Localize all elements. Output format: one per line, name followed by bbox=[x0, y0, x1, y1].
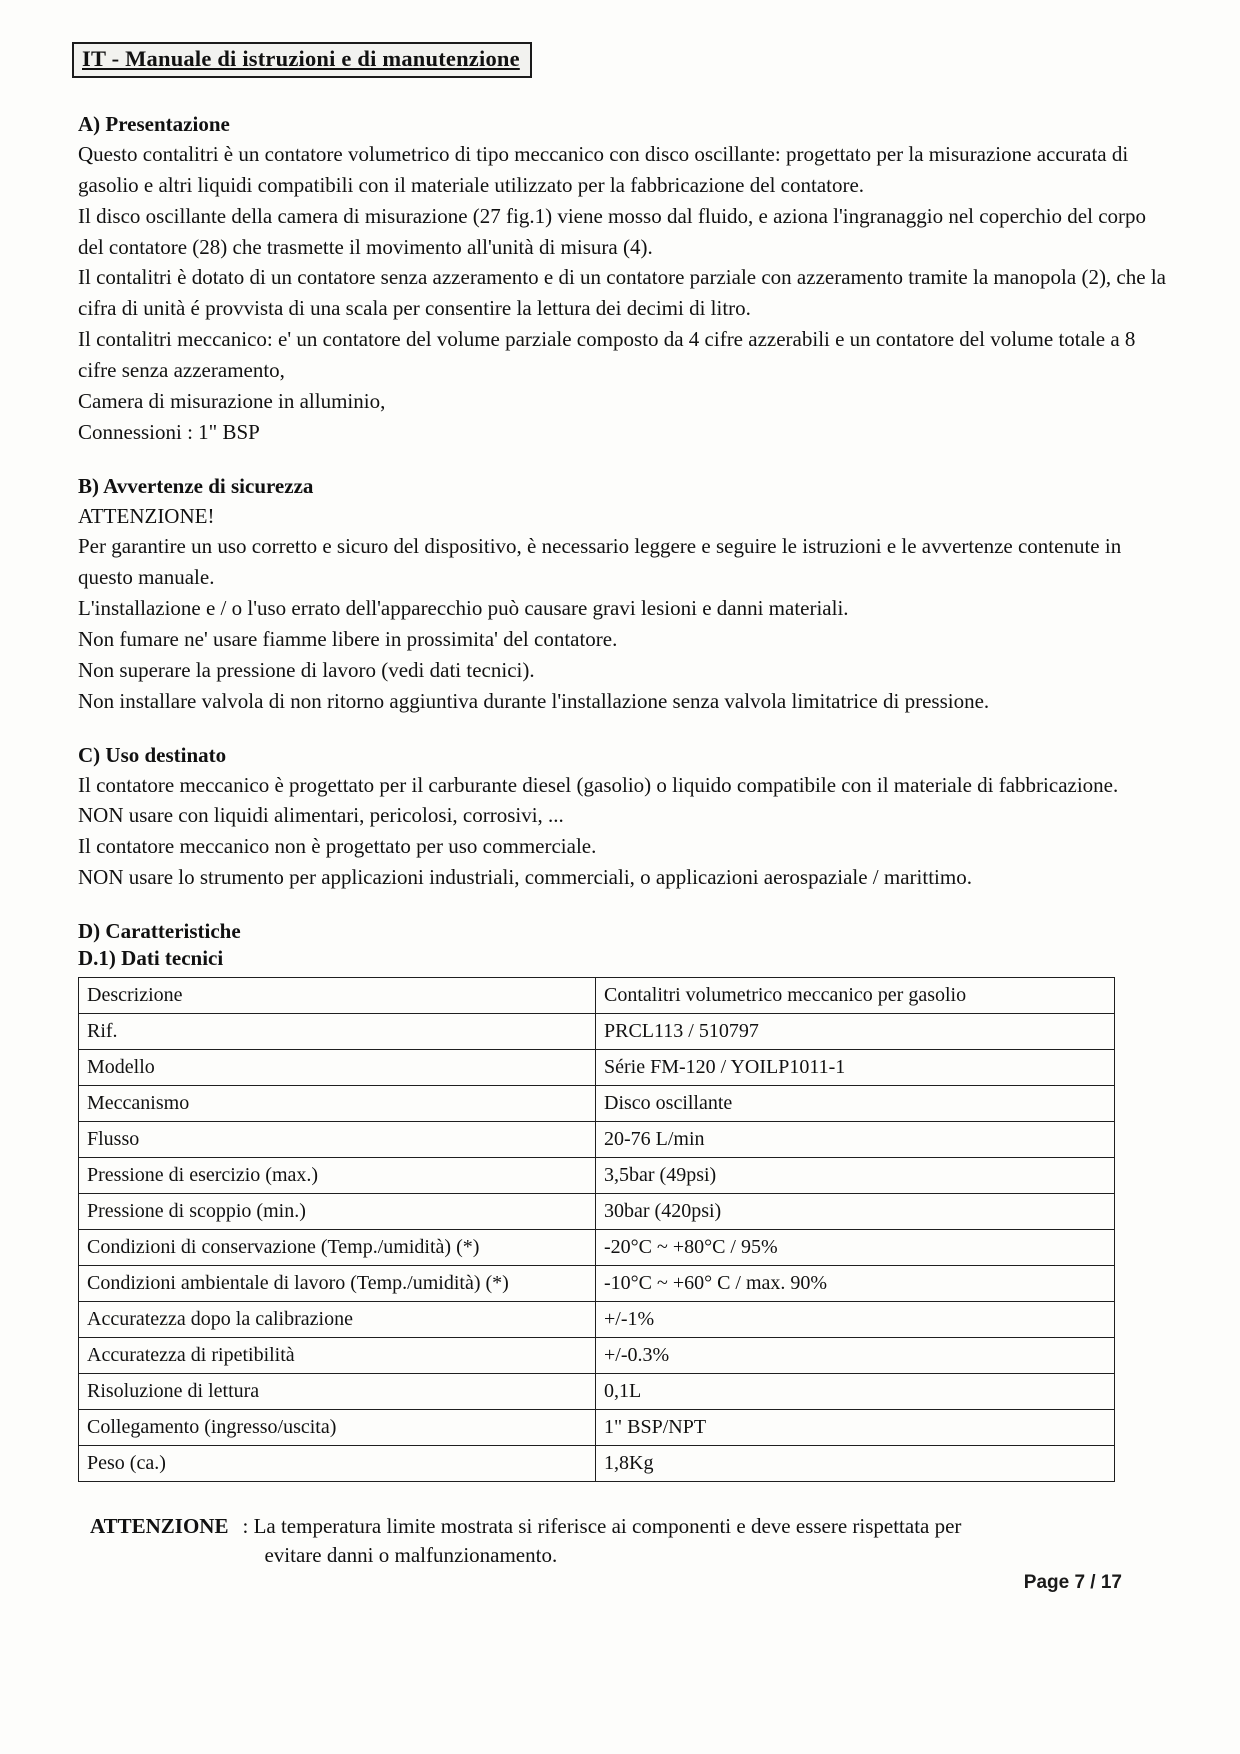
table-row bbox=[79, 1050, 1115, 1086]
table-cell-value: Contalitri volumetrico meccanico per gasolio bbox=[596, 978, 1115, 1014]
section-c-paragraph: NON usare lo strumento per applicazioni industriali, commerciali, o applicazioni aerospaziale / marittimo. bbox=[78, 865, 972, 890]
table-row bbox=[79, 1122, 1115, 1158]
table-row bbox=[79, 1086, 1115, 1122]
table-cell-value: Disco oscillante bbox=[596, 1086, 1115, 1122]
table-cell-value: -10°C ~ +60° C / max. 90% bbox=[596, 1266, 1115, 1302]
table-cell-value: +/-0.3% bbox=[596, 1338, 1115, 1374]
section-presentazione bbox=[72, 112, 1168, 448]
table-row bbox=[79, 1014, 1115, 1050]
section-d1-heading: D.1) Dati tecnici bbox=[78, 946, 224, 971]
table-cell-key: Modello bbox=[79, 1050, 596, 1086]
document-header-box bbox=[72, 42, 532, 78]
attention-note-line2: evitare danni o malfunzionamento. bbox=[264, 1543, 558, 1568]
table-cell-value: 0,1L bbox=[596, 1374, 1115, 1410]
attention-note-label: ATTENZIONE bbox=[90, 1514, 229, 1539]
attention-note-line1: : La temperatura limite mostrata si riferisce ai componenti e deve essere rispettata per bbox=[242, 1514, 962, 1539]
table-row bbox=[79, 1194, 1115, 1230]
section-a-heading: A) Presentazione bbox=[78, 112, 230, 136]
section-a-paragraph: Connessioni : 1" BSP bbox=[78, 419, 260, 444]
table-cell-value: Série FM-120 / YOILP1011-1 bbox=[596, 1050, 1115, 1086]
section-a-paragraph: Questo contalitri è un contatore volumetrico di tipo meccanico con disco oscillante: progettato per la misurazione accurata di gasolio e altri liquidi compatibili con il materiale utilizzato per la fabbricazione del contatore. bbox=[78, 142, 1129, 197]
table-cell-key: Descrizione bbox=[79, 978, 596, 1014]
table-cell-key: Pressione di esercizio (max.) bbox=[79, 1158, 596, 1194]
table-row bbox=[79, 1446, 1115, 1482]
section-uso-destinato bbox=[72, 743, 1168, 893]
table-cell-key: Pressione di scoppio (min.) bbox=[79, 1194, 596, 1230]
section-b-paragraph: Per garantire un uso corretto e sicuro del dispositivo, è necessario leggere e seguire le istruzioni e le avvertenze contenute in questo manuale. bbox=[78, 534, 1122, 590]
table-row bbox=[79, 1230, 1115, 1266]
table-cell-key: Meccanismo bbox=[79, 1086, 596, 1122]
attention-note-body bbox=[242, 1512, 961, 1571]
section-c-heading: C) Uso destinato bbox=[78, 742, 227, 767]
section-d-heading: D) Caratteristiche bbox=[78, 919, 241, 944]
table-row bbox=[79, 1410, 1115, 1446]
section-a-paragraph: Camera di misurazione in alluminio, bbox=[78, 388, 386, 413]
table-row bbox=[79, 1266, 1115, 1302]
document-header-title: IT - Manuale di istruzioni e di manutenzione bbox=[82, 46, 520, 71]
section-b-paragraph: Non installare valvola di non ritorno aggiuntiva durante l'installazione senza valvola limitatrice di pressione. bbox=[78, 688, 990, 713]
table-cell-key: Condizioni ambientale di lavoro (Temp./umidità) (*) bbox=[79, 1266, 596, 1302]
technical-data-table bbox=[78, 977, 1115, 1482]
section-c-paragraph: Il contatore meccanico è progettato per il carburante diesel (gasolio) o liquido compatibile con il materiale di fabbricazione. bbox=[78, 772, 1119, 797]
table-cell-key: Rif. bbox=[79, 1014, 596, 1050]
table-cell-key: Flusso bbox=[79, 1122, 596, 1158]
section-a-paragraph: Il disco oscillante della camera di misurazione (27 fig.1) viene mosso dal fluido, e aziona l'ingranaggio nel coperchio del corpo del contatore (28) che trasmette il movimento all'unità di misura (4). bbox=[78, 203, 1147, 259]
section-avvertenze-sicurezza bbox=[72, 474, 1168, 717]
section-b-paragraph: Non superare la pressione di lavoro (vedi dati tecnici). bbox=[78, 657, 535, 682]
table-cell-key: Accuratezza dopo la calibrazione bbox=[79, 1302, 596, 1338]
table-cell-value: 1" BSP/NPT bbox=[596, 1410, 1115, 1446]
table-cell-value: 3,5bar (49psi) bbox=[596, 1158, 1115, 1194]
attention-note bbox=[90, 1512, 1168, 1571]
table-cell-key: Accuratezza di ripetibilità bbox=[79, 1338, 596, 1374]
table-cell-value: +/-1% bbox=[596, 1302, 1115, 1338]
table-cell-key: Peso (ca.) bbox=[79, 1446, 596, 1482]
section-a-paragraph: Il contalitri è dotato di un contatore senza azzeramento e di un contatore parziale con azzeramento tramite la manopola (2), che la cifra di unità é provvista di una scala per consentire la lettura dei decimi di litro. bbox=[78, 265, 1166, 321]
section-c-paragraph: Il contatore meccanico non è progettato per uso commerciale. bbox=[78, 834, 597, 859]
table-cell-key: Risoluzione di lettura bbox=[79, 1374, 596, 1410]
table-cell-value: 30bar (420psi) bbox=[596, 1194, 1115, 1230]
table-cell-value: PRCL113 / 510797 bbox=[596, 1014, 1115, 1050]
table-cell-value: 1,8Kg bbox=[596, 1446, 1115, 1482]
section-a-paragraph: Il contalitri meccanico: e' un contatore del volume parziale composto da 4 cifre azzerabili e un contatore del volume totale a 8 cifre senza azzeramento, bbox=[78, 327, 1136, 383]
section-b-paragraph: ATTENZIONE! bbox=[78, 503, 215, 528]
table-cell-value: -20°C ~ +80°C / 95% bbox=[596, 1230, 1115, 1266]
section-b-heading: B) Avvertenze di sicurezza bbox=[78, 473, 314, 498]
table-cell-value: 20-76 L/min bbox=[596, 1122, 1115, 1158]
page-content bbox=[72, 42, 1168, 1571]
table-row bbox=[79, 1158, 1115, 1194]
table-cell-key: Collegamento (ingresso/uscita) bbox=[79, 1410, 596, 1446]
table-row bbox=[79, 1338, 1115, 1374]
table-row bbox=[79, 978, 1115, 1014]
table-row bbox=[79, 1374, 1115, 1410]
table-cell-key: Condizioni di conservazione (Temp./umidità) (*) bbox=[79, 1230, 596, 1266]
section-c-paragraph: NON usare con liquidi alimentari, pericolosi, corrosivi, ... bbox=[78, 803, 564, 828]
section-b-paragraph: Non fumare ne' usare fiamme libere in prossimita' del contatore. bbox=[78, 627, 618, 652]
section-b-paragraph: L'installazione e / o l'uso errato dell'apparecchio può causare gravi lesioni e danni materiali. bbox=[78, 596, 849, 621]
section-caratteristiche bbox=[72, 919, 1168, 1482]
technical-data-table-wrapper bbox=[78, 977, 1084, 1482]
page-footer: Page 7 / 17 bbox=[1023, 1572, 1122, 1593]
table-row bbox=[79, 1302, 1115, 1338]
